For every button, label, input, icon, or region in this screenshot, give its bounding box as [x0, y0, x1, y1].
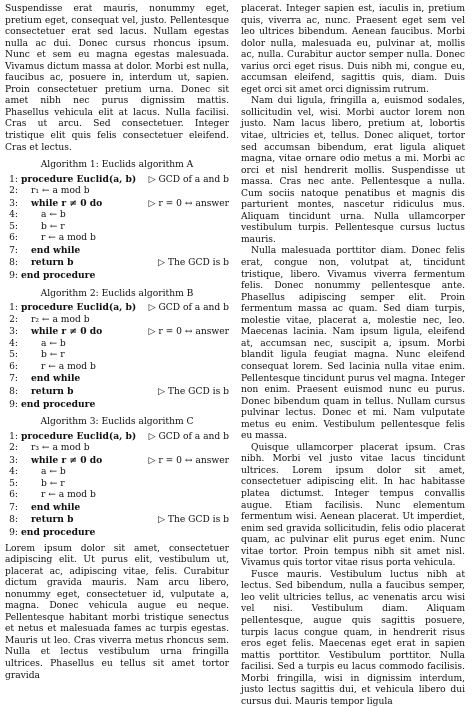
- body-paragraph: Nam dui ligula, fringilla a, euismod sodales, sollicitudin vel, wisi. Morbi auctor lorem non justo. Nam lacus libero, pretium at, lobortis vitae, ultricies et, tellus. Donec aliquet, tortor sed accumsan bibendum, erat ligula aliquet magna, vitae ornare odio metus a mi. Morbi ac orci et nisl hendrerit mollis. Suspendisse ut massa. Cras nec ante. Pellentesque a nulla. Cum sociis natoque penatibus et magnis dis parturient montes, nascetur ridiculus mus. Aliquam tincidunt urna. Nulla ullamcorper vestibulum turpis. Pellentesque cursus luctus mauris.: [241, 96, 465, 245]
- body-paragraph: placerat. Integer sapien est, iaculis in, pretium quis, viverra ac, nunc. Praesent eget sem vel leo ultrices bibendum. Aenean faucibus. Morbi dolor nulla, malesuada eu, pulvinar at, mollis ac, nulla. Curabitur auctor semper nulla. Donec varius orci eget risus. Duis nibh mi, congue eu, accumsan eleifend, sagittis quis, diam. Duis eget orci sit amet orci dignissim rutrum.: [241, 4, 465, 95]
- body-paragraph: Fusce mauris. Vestibulum luctus nibh at lectus. Sed bibendum, nulla a faucibus semper, leo velit ultricies tellus, ac venenatis arcu wisi vel nisi. Vestibulum diam. Aliquam pellentesque, augue quis sagittis posuere, turpis lacus congue quam, in hendrerit risus eros eget felis. Maecenas eget erat in sapien mattis porttitor. Vestibulum porttitor. Nulla facilisi. Sed a turpis eu lacus commodo facilisis. Morbi fringilla, wisi in dignissim interdum, justo lectus sagittis dui, et vehicula libero dui cursus dui. Mauris tempor ligula: [241, 569, 465, 707]
- code-text: while r ≠ 0 do: [31, 326, 103, 338]
- line-number: 9:: [9, 527, 18, 538]
- algorithm-line: [5, 490, 229, 502]
- algorithm-lines: [5, 431, 229, 540]
- code-comment: ▷ r = 0 ↔ answer: [148, 327, 229, 338]
- code-comment: ▷ r = 0 ↔ answer: [148, 198, 229, 209]
- line-number: 6:: [9, 361, 18, 372]
- line-number: 7:: [9, 374, 18, 385]
- code-text: return b: [31, 257, 74, 269]
- code-text: r₁ ← a mod b: [31, 186, 90, 197]
- code-text: procedure Euclid(a, b): [21, 302, 137, 314]
- code-text: b ← r: [41, 221, 65, 232]
- line-number: 8:: [9, 258, 18, 269]
- line-number: 7:: [9, 502, 18, 513]
- line-number: 7:: [9, 245, 18, 256]
- body-paragraph: Nulla malesuada porttitor diam. Donec felis erat, congue non, volutpat at, tincidunt tristique, libero. Vivamus viverra fermentum felis. Donec nonummy pellentesque ante. Phasellus adipiscing semper elit. Proin fermentum massa ac quam. Sed diam turpis, molestie vitae, placerat a, molestie nec, leo. Maecenas lacinia. Nam ipsum ligula, eleifend at, accumsan nec, suscipit a, ipsum. Morbi blandit ligula feugiat magna. Nunc eleifend consequat lorem. Sed lacinia nulla vitae enim. Pellentesque tincidunt purus vel magna. Integer non enim. Praesent euismod nunc eu purus. Donec bibendum quam in tellus. Nullam cursus pulvinar lectus. Donec et mi. Nam vulputate metus eu enim. Vestibulum pellentesque felis eu massa.: [241, 246, 465, 442]
- line-number: 5:: [9, 350, 18, 361]
- code-text: end while: [31, 244, 81, 256]
- code-comment: ▷ The GCD is b: [157, 515, 229, 526]
- code-text: b ← r: [41, 478, 65, 489]
- code-text: return b: [31, 385, 74, 397]
- body-paragraph: Quisque ullamcorper placerat ipsum. Cras nibh. Morbi vel justo vitae lacus tincidunt ultrices. Lorem ipsum dolor sit amet, consectetuer adipiscing elit. In hac habitasse platea dictumst. Integer tempus convallis augue. Etiam facilisis. Nunc elementum fermentum wisi. Aenean placerat. Ut imperdiet, enim sed gravida sollicitudin, felis odio placerat quam, ac pulvinar elit purus eget enim. Nunc vitae tortor. Proin tempus nibh sit amet nisl. Vivamus quis tortor vitae risus porta vehicula.: [241, 442, 465, 569]
- line-number: 4:: [9, 338, 18, 349]
- line-number: 3:: [9, 455, 18, 466]
- line-number: 2:: [9, 314, 18, 325]
- code-comment: ▷ r = 0 ↔ answer: [148, 455, 229, 466]
- code-text: procedure Euclid(a, b): [21, 430, 137, 442]
- line-number: 6:: [9, 233, 18, 244]
- algorithm-line: [5, 245, 229, 258]
- algorithm-line: [5, 326, 229, 339]
- line-number: 3:: [9, 327, 18, 338]
- algorithm-title: Algorithm 3: Euclids algorithm C: [40, 417, 194, 428]
- code-text: while r ≠ 0 do: [31, 197, 103, 209]
- algorithm-line: [5, 174, 229, 187]
- algorithm-line: [5, 186, 229, 198]
- algorithm-title: Algorithm 1: Euclids algorithm A: [40, 160, 194, 171]
- algorithm-block: [5, 160, 229, 282]
- algorithm-line: [5, 210, 229, 222]
- code-text: end procedure: [21, 270, 96, 282]
- code-text: r₂ ← a mod b: [31, 314, 90, 325]
- algorithm-line: [5, 233, 229, 245]
- line-number: 8:: [9, 515, 18, 526]
- code-text: a ← b: [41, 338, 66, 349]
- algorithm-lines: [5, 302, 229, 411]
- code-text: b ← r: [41, 350, 65, 361]
- algorithm-block: [5, 289, 229, 411]
- algorithm-line: [5, 527, 229, 540]
- algorithm-line: [5, 467, 229, 479]
- code-text: end while: [31, 373, 81, 385]
- algorithm-line: [5, 373, 229, 386]
- line-number: 6:: [9, 490, 18, 501]
- code-text: r ← a mod b: [41, 490, 96, 501]
- line-number: 5:: [9, 221, 18, 232]
- code-comment: ▷ GCD of a and b: [148, 303, 229, 314]
- code-comment: ▷ The GCD is b: [157, 386, 229, 397]
- line-number: 4:: [9, 210, 18, 221]
- code-comment: ▷ GCD of a and b: [148, 431, 229, 442]
- algorithm-line: [5, 270, 229, 283]
- body-paragraph: Lorem ipsum dolor sit amet, consectetuer adipiscing elit. Ut purus elit, vestibulum ut, placerat ac, adipiscing vitae, felis. Curabitur dictum gravida mauris. Nam arcu libero, nonummy eget, consectetuer id, vulputate a, magna. Donec vehicula augue eu neque. Pellentesque habitant morbi tristique senectus et netus et malesuada fames ac turpis egestas. Mauris ut leo. Cras viverra metus rhoncus sem. Nulla et lectus vestibulum urna fringilla ultrices. Phasellus eu tellus sit amet tortor gravida: [5, 543, 229, 681]
- left-column: [5, 4, 229, 682]
- algorithm-line: [5, 514, 229, 527]
- line-number: 1:: [9, 174, 18, 185]
- line-number: 9:: [9, 271, 18, 282]
- algorithm-line: [5, 399, 229, 412]
- algorithm-block: [5, 417, 229, 539]
- body-paragraph: Suspendisse erat mauris, nonummy eget, pretium eget, consequat vel, justo. Pellentesque consectetuer erat sed lacus. Nullam egestas nulla ac dui. Donec cursus rhoncus ipsum. Nunc et sem eu magna egestas malesuada. Vivamus dictum massa at dolor. Morbi est nulla, faucibus ac, posuere in, interdum ut, sapien. Proin consectetuer pretium urna. Donec sit amet nibh nec purus dignissim mattis. Phasellus vehicula elit at lacus. Nulla facilisi. Cras ut arcu. Sed consectetuer. Integer tristique elit quis felis consectetuer eleifend. Cras et lectus.: [5, 4, 229, 153]
- algorithm-line: [5, 315, 229, 327]
- code-text: r ← a mod b: [41, 233, 96, 244]
- algorithm-line: [5, 350, 229, 362]
- code-comment: ▷ GCD of a and b: [148, 174, 229, 185]
- code-comment: ▷ The GCD is b: [157, 258, 229, 269]
- line-number: 1:: [9, 303, 18, 314]
- algorithm-line: [5, 339, 229, 351]
- algorithm-line: [5, 479, 229, 491]
- line-number: 2:: [9, 443, 18, 454]
- code-text: while r ≠ 0 do: [31, 454, 103, 466]
- line-number: 5:: [9, 478, 18, 489]
- algorithm-line: [5, 443, 229, 455]
- line-number: 9:: [9, 399, 18, 410]
- line-number: 2:: [9, 186, 18, 197]
- code-text: a ← b: [41, 467, 66, 478]
- algorithm-line: [5, 362, 229, 374]
- right-column: [241, 4, 465, 708]
- line-number: 8:: [9, 386, 18, 397]
- code-text: r ← a mod b: [41, 361, 96, 372]
- code-text: return b: [31, 514, 74, 526]
- algorithm-line: [5, 431, 229, 444]
- algorithm-line: [5, 257, 229, 270]
- code-text: end while: [31, 501, 81, 513]
- line-number: 1:: [9, 431, 18, 442]
- algorithm-line: [5, 302, 229, 315]
- algorithm-line: [5, 502, 229, 515]
- code-text: r₃ ← a mod b: [31, 443, 90, 454]
- code-text: end procedure: [21, 526, 96, 538]
- algorithm-lines: [5, 174, 229, 283]
- line-number: 3:: [9, 198, 18, 209]
- code-text: end procedure: [21, 398, 96, 410]
- algorithm-line: [5, 455, 229, 468]
- algorithm-title: Algorithm 2: Euclids algorithm B: [40, 288, 194, 299]
- code-text: procedure Euclid(a, b): [21, 173, 137, 185]
- algorithm-line: [5, 222, 229, 234]
- algorithm-line: [5, 198, 229, 211]
- line-number: 4:: [9, 467, 18, 478]
- code-text: a ← b: [41, 210, 66, 221]
- algorithm-line: [5, 386, 229, 399]
